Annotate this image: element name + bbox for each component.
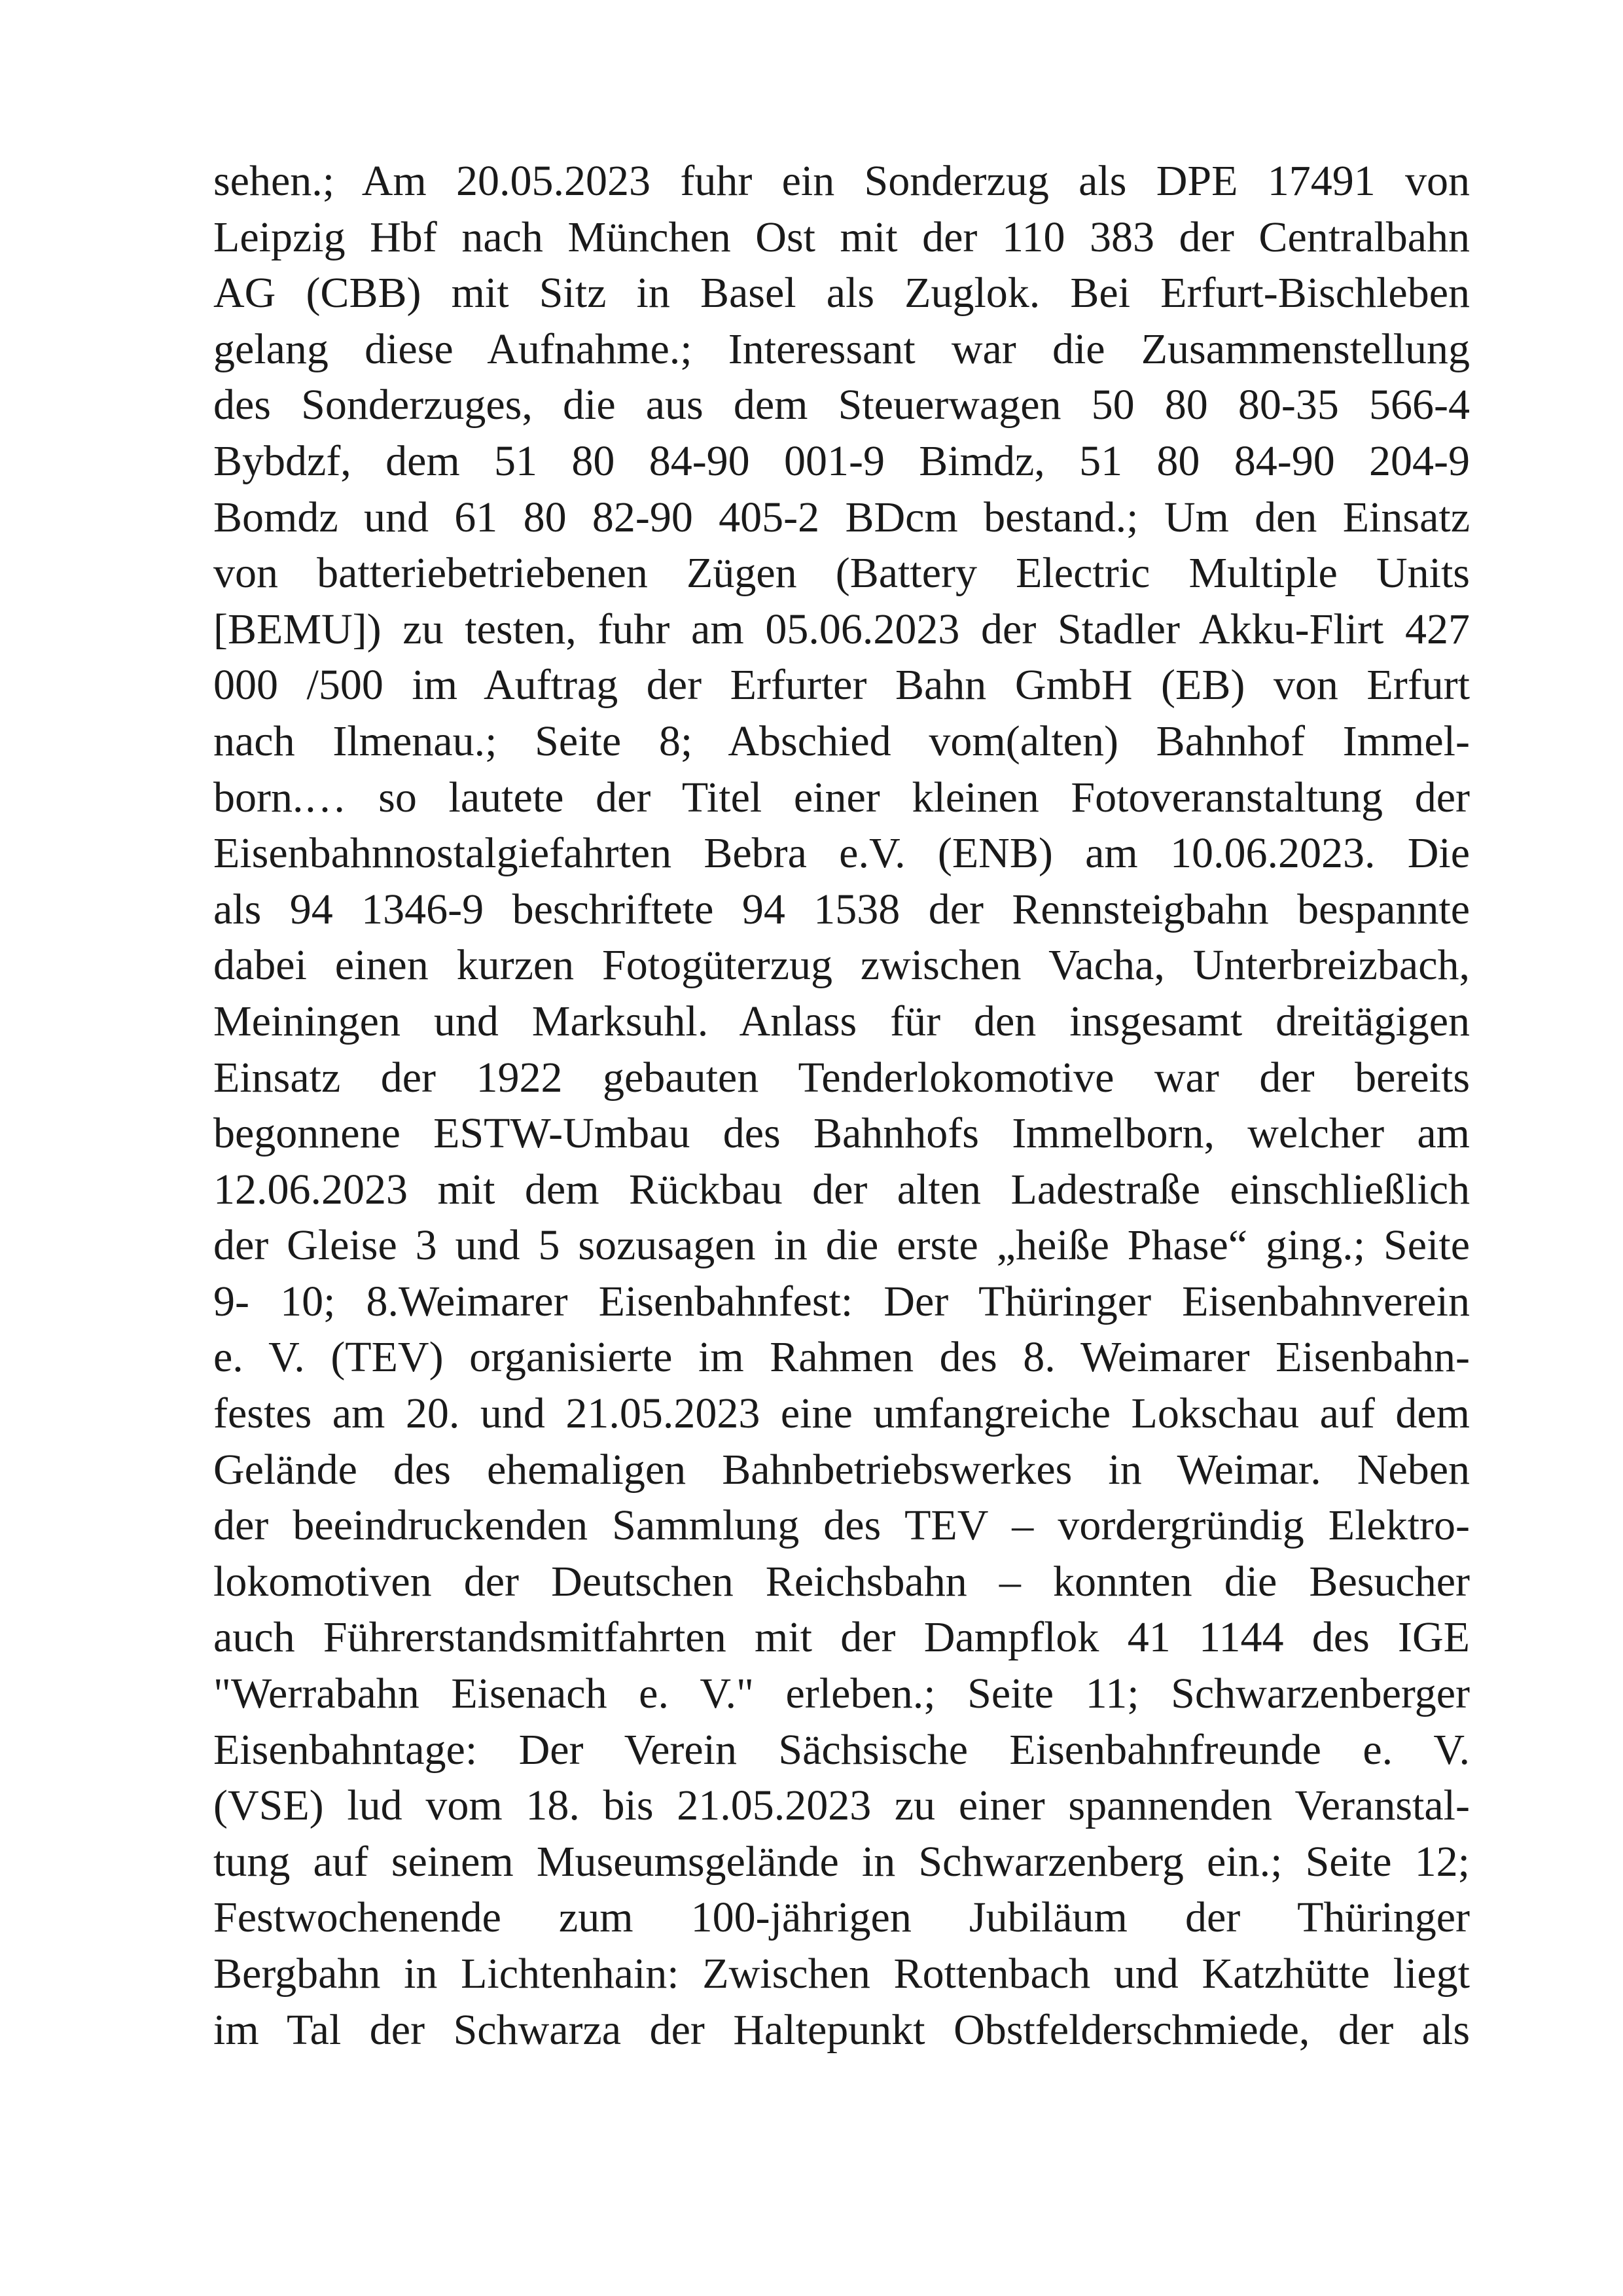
text-line: Einsatz der 1922 gebauten Tenderlokomotive war der bereits	[213, 1053, 1470, 1102]
text-line: der Gleise 3 und 5 sozusagen in die erste „heiße Phase“ ging.; Seite	[213, 1221, 1470, 1270]
text-line: 000 /500 im Auftrag der Erfurter Bahn GmbH (EB) von Erfurt	[213, 661, 1470, 709]
text-line: e. V. (TEV) organisierte im Rahmen des 8. Weimarer Eisenbahn-	[213, 1333, 1470, 1382]
text-line: von batteriebetriebenen Zügen (Battery Electric Multiple Units	[213, 549, 1470, 598]
text-line: Festwochenende zum 100-jährigen Jubiläum der Thüringer	[213, 1893, 1470, 1942]
text-line: "Werrabahn Eisenach e. V." erleben.; Seite 11; Schwarzenberger	[213, 1670, 1470, 1718]
text-line: 9- 10; 8.Weimarer Eisenbahnfest: Der Thüringer Eisenbahnverein	[213, 1277, 1470, 1325]
body-text	[213, 153, 1470, 2058]
text-line: Eisenbahnnostalgiefahrten Bebra e.V. (ENB) am 10.06.2023. Die	[213, 829, 1470, 878]
text-line: Leipzig Hbf nach München Ost mit der 110 383 der Centralbahn	[213, 213, 1470, 261]
text-line: der beeindruckenden Sammlung des TEV – vordergründig Elektro-	[213, 1501, 1470, 1550]
text-line: begonnene ESTW-Umbau des Bahnhofs Immelborn, welcher am	[213, 1109, 1470, 1158]
text-line: lokomotiven der Deutschen Reichsbahn – konnten die Besucher	[213, 1557, 1470, 1605]
text-line: Eisenbahntage: Der Verein Sächsische Eisenbahnfreunde e. V.	[213, 1725, 1470, 1774]
text-line: gelang diese Aufnahme.; Interessant war die Zusammenstellung	[213, 325, 1470, 373]
text-line: festes am 20. und 21.05.2023 eine umfangreiche Lokschau auf dem	[213, 1390, 1470, 1438]
text-line: born.… so lautete der Titel einer kleinen Fotoveranstaltung der	[213, 773, 1470, 821]
text-line: sehen.; Am 20.05.2023 fuhr ein Sonderzug als DPE 17491 von	[213, 157, 1470, 205]
text-line: AG (CBB) mit Sitz in Basel als Zuglok. Bei Erfurt-Bischleben	[213, 269, 1470, 317]
text-line: 12.06.2023 mit dem Rückbau der alten Ladestraße einschließlich	[213, 1165, 1470, 1213]
text-line: auch Führerstandsmitfahrten mit der Dampflok 41 1144 des IGE	[213, 1613, 1470, 1662]
text-line: des Sonderzuges, die aus dem Steuerwagen 50 80 80-35 566-4	[213, 381, 1470, 429]
text-line: Bomdz und 61 80 82-90 405-2 BDcm bestand.; Um den Einsatz	[213, 493, 1470, 541]
text-line: [BEMU]) zu testen, fuhr am 05.06.2023 der Stadler Akku-Flirt 427	[213, 605, 1470, 653]
text-line: als 94 1346-9 beschriftete 94 1538 der Rennsteigbahn bespannte	[213, 885, 1470, 933]
text-line: nach Ilmenau.; Seite 8; Abschied vom(alten) Bahnhof Immel-	[213, 717, 1470, 765]
text-line: dabei einen kurzen Fotogüterzug zwischen Vacha, Unterbreizbach,	[213, 941, 1470, 990]
text-line: tung auf seinem Museumsgelände in Schwarzenberg ein.; Seite 12;	[213, 1837, 1470, 1886]
text-line: Bybdzf, dem 51 80 84-90 001-9 Bimdz, 51 80 84-90 204-9	[213, 437, 1470, 485]
text-line: Meiningen und Marksuhl. Anlass für den insgesamt dreitägigen	[213, 997, 1470, 1045]
text-line: (VSE) lud vom 18. bis 21.05.2023 zu einer spannenden Veranstal-	[213, 1782, 1470, 1830]
text-line: Bergbahn in Lichtenhain: Zwischen Rottenbach und Katzhütte liegt	[213, 1950, 1470, 1998]
text-line: im Tal der Schwarza der Haltepunkt Obstfelderschmiede, der als	[213, 2005, 1470, 2054]
text-line: Gelände des ehemaligen Bahnbetriebswerkes in Weimar. Neben	[213, 1445, 1470, 1494]
